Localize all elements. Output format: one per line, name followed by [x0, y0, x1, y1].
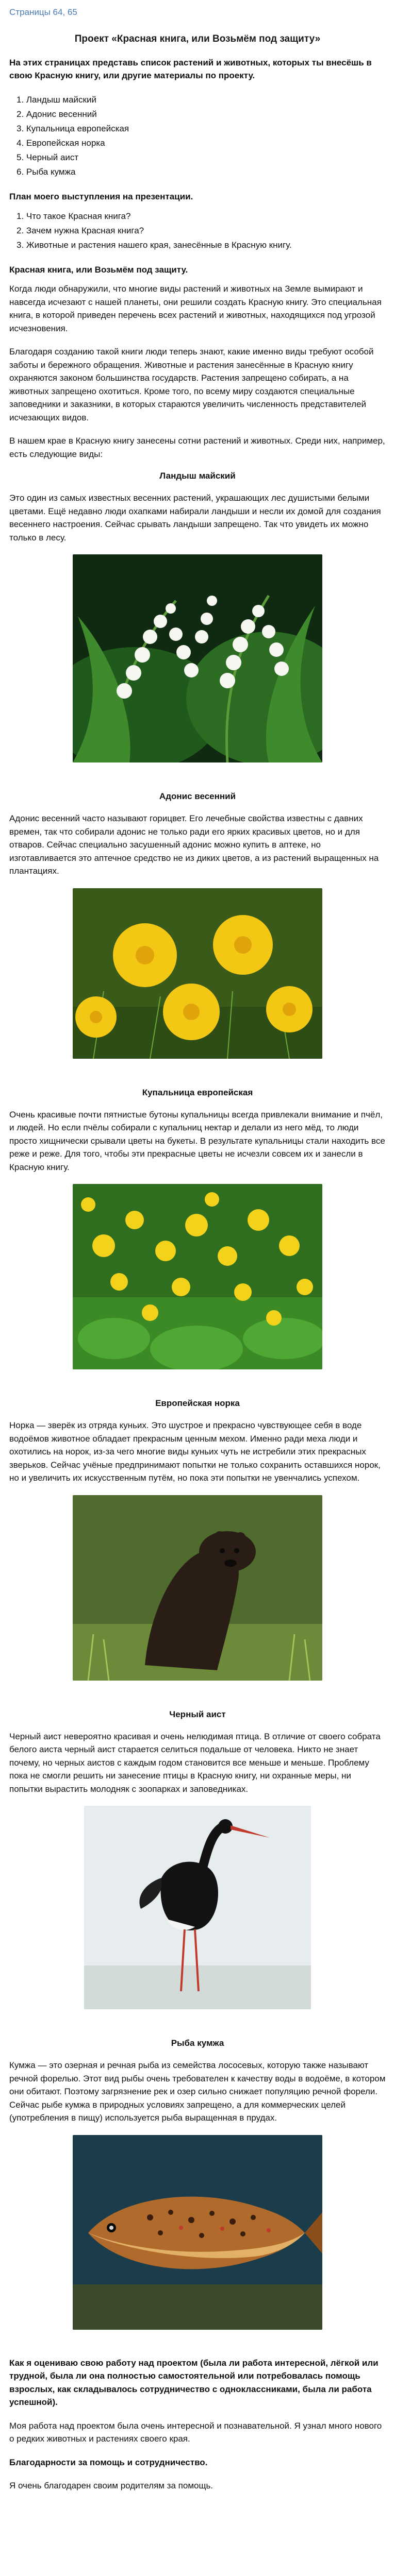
- mink-photo: [73, 1495, 322, 1681]
- page-title: Проект «Красная книга, или Возьмём под защиту»: [74, 33, 321, 44]
- red-book-paragraph: Когда люди обнаружили, что многие виды растений и животных на Земле вымирают и навсегда исчезают с нашей планеты, они решили создать Красную книгу. Это специальная книга, в которой приведен перечень всех растений и животных, находящихся под угрозой исчезновения.: [9, 284, 382, 333]
- stork-photo: [84, 1806, 311, 2009]
- section-text-stork: Черный аист невероятно красивая и очень нелюдимая птица. В отличие от своего собрата белого аиста черный аист старается селиться подальше от человека. Никто не знает почему, но черных аистов с каждым годом становится все меньше и меньше. Проблему пока не смогли решить ни занесение птицы в Красную книгу, ни охранные меры, ни попытки вырастить молодняк с зоопарках и заповедниках.: [9, 1731, 381, 1794]
- red-book-paragraph: В нашем крае в Красную книгу занесены сотни растений и животных. Среди них, например, есть следующие виды:: [9, 436, 385, 459]
- list-item: 6. Рыба кумжа: [17, 166, 76, 177]
- plan-list: [9, 209, 386, 252]
- list-item: 2. Адонис весенний: [17, 109, 97, 119]
- section-title-trout: Рыба кумжа: [171, 2038, 224, 2048]
- pages-link[interactable]: Страницы 64, 65: [9, 7, 77, 17]
- section-text-adonis: Адонис весенний часто называют горицвет. Его лечебные свойства известны с давних времен, так что собирали адонис не только ради его ярких красивых цветов, но и для отваров. Сейчас специально засушенный адонис можно купить в аптеке, но изготавливается это аптечное средство не из диких цветов, а из растений выращенных на плантациях.: [9, 814, 379, 876]
- list-item: 3. Купальница европейская: [17, 123, 129, 133]
- lily-photo: [73, 554, 322, 762]
- thanks-heading: Благодарности за помощь и сотрудничество.: [9, 2457, 208, 2467]
- section-title-globeflower: Купальница европейская: [142, 1087, 253, 1097]
- plan-heading: План моего выступления на презентации.: [9, 191, 193, 201]
- section-title-lily: Ландыш майский: [159, 471, 236, 481]
- list-item: 1. Что такое Красная книга?: [17, 211, 131, 221]
- intro-text: На этих страницах представь список растений и животных, которых ты внесёшь в свою Красную книгу, или другие материалы по проекту.: [9, 57, 372, 81]
- red-book-paragraph: Благодаря созданию такой книги люди теперь знают, какие именно виды требуют особой заботы и бережного обращения. Животные и растения занесённые в Красную книгу охраняются законом большинства государств. Растения запрещено собирать, а на животных запрещено охотиться. Кроме того, по всему миру создаются специальные заповедники и заказники, в которых стараются увеличить численность представителей исчезающих видов.: [9, 347, 374, 422]
- list-item: 5. Черный аист: [17, 152, 79, 162]
- section-text-mink: Норка — зверёк из отряда куньих. Это шустрое и прекрасно чувствующее себя в воде водоёмов животное обладает прекрасным ценным мехом. Именно ради меха люди и охотились на норок, из-за чего многие виды куньих чуть не истребили этих прекрасных зверьков. Сейчас учёные предпринимают попытки не только сохранить оставшихся норок, но и увеличить их искусственным путём, но пока эти попытки не увенчались успехом.: [9, 1420, 381, 1483]
- section-text-globeflower: Очень красивые почти пятнистые бутоны купальницы всегда привлекали внимание и пчёл, и людей. Но если пчёлы собирали с купальниц нектар и делали из него мёд, то люди просто хищнически срывали цветы на букеты. В результате купальницы стали находить все реже и реже. Для того, чтобы эти прекрасные цветы не исчезли совсем их и занесли в Красную книгу.: [9, 1109, 385, 1172]
- globeflower-photo: [73, 1184, 322, 1369]
- section-text-lily: Это один из самых известных весенних растений, украшающих лес душистыми белыми цветами. Ещё недавно люди охапками набирали ландыши и несли их домой для создания весеннего настроения. Сейчас срывать ландыши запрещено. Так что увидеть их можно только в лесу.: [9, 493, 381, 543]
- section-title-mink: Европейская норка: [155, 1398, 240, 1409]
- section-title-adonis: Адонис весенний: [159, 791, 236, 802]
- section-title-stork: Черный аист: [169, 1709, 226, 1719]
- list-item: 1. Ландыш майский: [17, 94, 96, 105]
- thanks-text: Я очень благодарен своим родителям за помощь.: [9, 2481, 214, 2491]
- species-list: [9, 93, 386, 179]
- conclusion-heading: Как я оцениваю свою работу над проектом (была ли работа интересной, лёгкой или трудной, была ли она полностью самостоятельной или потребовалась помощь взрослых, как складывалось сотрудничество с одноклассниками, была ли работа успешной).: [9, 2358, 379, 2408]
- list-item: 4. Европейская норка: [17, 138, 105, 148]
- section-text-trout: Кумжа — это озерная и речная рыба из семейства лососевых, которую также называют речной форелью. Этот вид рыбы очень требователен к качеству воды в водоёме, в котором они обитают. Поэтому загрязнение рек и озер сильно снижает популяцию речной форели. Сейчас рыбе кумжа в природных условиях запрещено, а для коммерческих целей (употребления в пищу) используется рыба выращенная в прудах.: [9, 2060, 386, 2123]
- red-book-heading: Красная книга, или Возьмём под защиту.: [9, 265, 188, 275]
- list-item: 2. Зачем нужна Красная книга?: [17, 226, 144, 236]
- adonis-photo: [73, 888, 322, 1059]
- trout-photo: [73, 2135, 322, 2330]
- conclusion-text: Моя работа над проектом была очень интересной и познавательной. Я узнал много нового о редких животных и растениях своего края.: [9, 2420, 382, 2444]
- list-item: 3. Животные и растения нашего края, занесённые в Красную книгу.: [17, 240, 292, 250]
